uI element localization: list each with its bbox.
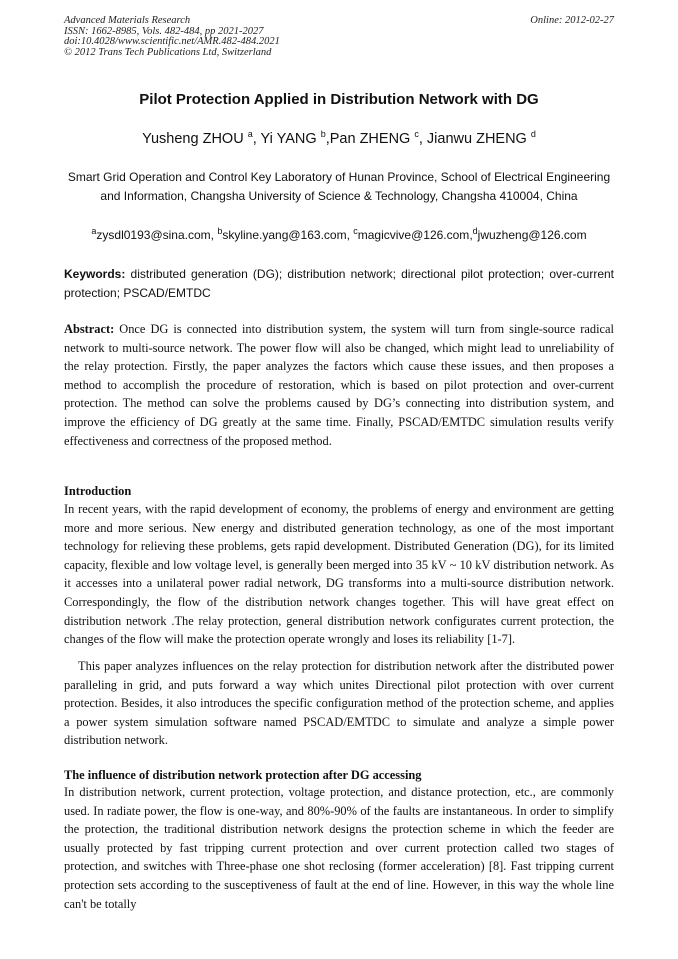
author-sup: c	[414, 129, 419, 140]
paper-title: Pilot Protection Applied in Distribution Network with DG	[139, 91, 539, 108]
section-heading-introduction: Introduction	[64, 484, 132, 498]
introduction-paragraph-2: This paper analyzes influences on the relay protection for distribution network after the distributed power paralleling in grid, and puts forward a way which unites Directional pilot protection with over current protection. Besides, it also introduces the specific configuration method of the protection scheme, and applies a power system simulation software named PSCAD/EMTDC to simulate and analyze a simple power distribution network.	[64, 659, 614, 748]
doi-line: doi:10.4028/www.scientific.net/AMR.482-484.2021	[64, 36, 280, 47]
email-link[interactable]: magicvive@126.com	[357, 228, 470, 242]
email-link[interactable]: jwuzheng@126.com	[477, 228, 587, 242]
influence-paragraph-1: In distribution network, current protection, voltage protection, and distance protection, etc., are commonly used. In radiate power, the flow is one-way, and 80%-90% of the faults are instantaneous. In order to simplify the protection, the traditional distribution network designs the protection scheme in which the feeder are usually protected by fast tripping current protection and over current protection called two stages of protection, and switches with Three-phase one shot reclosing (former acceleration) [8]. Fast tripping current protection sets according to the susceptiveness of fault at the end of line. However, in this way the whole line can't be totally	[64, 785, 614, 911]
abstract-text: Once DG is connected into distribution system, the system will turn from single-source radical network to multi-source network. The power flow will also be changed, which might lead to unreliability of the relay protection. Firstly, the paper analyzes the factors which cause these issues, and then proposes a method to accomplish the procedure of restoration, which is based on pilot protection and over-current protection. The method can solve the problems caused by DG’s connecting into distribution system, and improve the efficiency of DG greatly at the same time. Finally, PSCAD/EMTDC simulation results verify effectiveness and correctness of the proposed method.	[64, 322, 614, 448]
author-name: Pan ZHENG	[329, 131, 411, 147]
section-heading-influence: The influence of distribution network protection after DG accessing	[64, 768, 422, 782]
keywords-text: distributed generation (DG); distribution network; directional pilot protection; over-current protection; PSCAD/EMTDC	[64, 267, 615, 300]
email-sup: d	[472, 226, 478, 236]
abstract-label: Abstract:	[64, 322, 115, 336]
author-sup: d	[530, 129, 536, 140]
online-date: Online: 2012-02-27	[530, 15, 614, 26]
journal-name: Advanced Materials Research	[64, 15, 191, 26]
author-sup: a	[247, 129, 253, 140]
author-sup: b	[320, 129, 326, 140]
author-name: Yi YANG	[260, 131, 317, 147]
author-list: Yusheng ZHOU $^a$, Yi YANG $^b$,Pan ZHENG $^c$, Jianwu ZHENG $^d$	[142, 129, 536, 147]
affiliation: Smart Grid Operation and Control Key Laboratory of Hunan Province, School of Electrical Engineering and Information, Changsha University of Science & Technology, Changsha 410004, China	[67, 170, 611, 203]
email-sup: a	[91, 226, 97, 236]
keywords-label: Keywords:	[64, 267, 126, 281]
keywords	[64, 265, 614, 302]
author-name: Jianwu ZHENG	[426, 131, 527, 147]
introduction-paragraph-1: In recent years, with the rapid development of economy, the problems of energy and environment are getting more and more serious. New energy and distributed generation technology, as one of the most important technology for relieving these problems, gets rapid development. Distributed Generation (DG), for its limited capacity, flexible and low voltage level, is generally been merged into 35 kV ~ 10 kV distribution network. As it accesses into a unilateral power radial network, DG transforms into a multi-source distribution network. Correspondingly, the flow of the distribution network changes together. This will have great effect on distribution network .The relay protection, general distribution network configurates current protection, the changes of the flow will make the protection operate wrongly and loses its reliability [1-7].	[64, 502, 614, 647]
abstract	[64, 320, 614, 450]
email-link[interactable]: skyline.yang@163.com	[222, 228, 347, 242]
copyright-line: © 2012 Trans Tech Publications Ltd, Switzerland	[64, 46, 272, 58]
email-sup: c	[353, 226, 358, 236]
issn-line: ISSN: 1662-8985, Vols. 482-484, pp 2021-2027	[64, 25, 264, 37]
author-name: Yusheng ZHOU	[142, 131, 244, 147]
email-list: $^a$zysdl0193@sina.com, $^b$skyline.yang@163.com, $^c$magicvive@126.com,$^d$jwuzheng@126.com	[91, 226, 587, 242]
email-link[interactable]: zysdl0193@sina.com	[96, 228, 211, 242]
email-sup: b	[217, 226, 223, 236]
journal-header	[64, 16, 280, 58]
